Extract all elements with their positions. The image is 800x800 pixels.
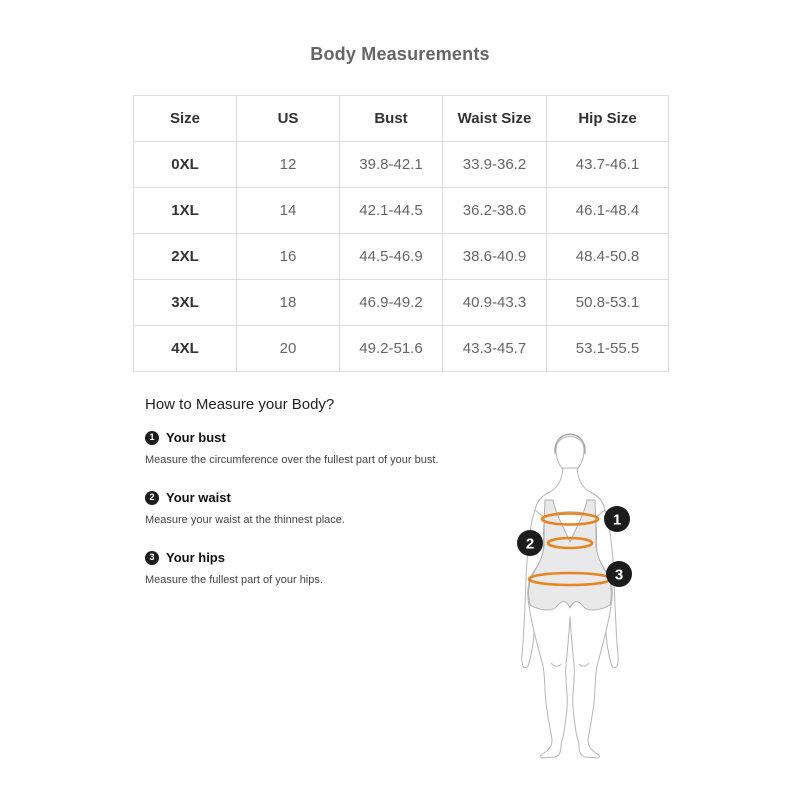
step-1-label: Your bust <box>166 430 226 445</box>
header-bust: Bust <box>340 96 443 142</box>
cell-waist: 36.2-38.6 <box>443 188 547 234</box>
page-title: Body Measurements <box>310 44 490 64</box>
table-row <box>134 326 669 372</box>
table-row <box>134 234 669 280</box>
cell-hip: 46.1-48.4 <box>547 188 669 234</box>
step-2-description: Measure your waist at the thinnest place. <box>145 514 345 526</box>
header-waist: Waist Size <box>443 96 547 142</box>
cell-hip: 43.7-46.1 <box>547 142 669 188</box>
size-table <box>133 95 669 372</box>
header-us: US <box>237 96 340 142</box>
waist-marker <box>517 530 543 556</box>
measure-step-waist <box>145 490 475 526</box>
waist-marker-number: 2 <box>525 535 535 553</box>
bust-marker-number: 1 <box>612 511 622 529</box>
cell-hip: 48.4-50.8 <box>547 234 669 280</box>
step-3-badge: 3 <box>145 551 159 565</box>
cell-size: 4XL <box>134 326 237 372</box>
cell-bust: 44.5-46.9 <box>340 234 443 280</box>
body-figure-illustration <box>495 412 655 762</box>
step-3-label: Your hips <box>166 550 225 565</box>
header-hip: Hip Size <box>547 96 669 142</box>
table-row <box>134 142 669 188</box>
table-header-row <box>134 96 669 142</box>
cell-bust: 42.1-44.5 <box>340 188 443 234</box>
cell-waist: 40.9-43.3 <box>443 280 547 326</box>
cell-us: 16 <box>237 234 340 280</box>
step-2-badge: 2 <box>145 491 159 505</box>
measure-steps <box>145 430 475 610</box>
cell-hip: 50.8-53.1 <box>547 280 669 326</box>
cell-bust: 39.8-42.1 <box>340 142 443 188</box>
body-measurement-figure <box>495 412 655 762</box>
cell-hip: 53.1-55.5 <box>547 326 669 372</box>
table-row <box>134 280 669 326</box>
bust-marker <box>604 506 630 532</box>
cell-waist: 33.9-36.2 <box>443 142 547 188</box>
table-row <box>134 188 669 234</box>
cell-us: 18 <box>237 280 340 326</box>
measure-step-hips <box>145 550 475 586</box>
cell-size: 0XL <box>134 142 237 188</box>
header-size: Size <box>134 96 237 142</box>
cell-waist: 38.6-40.9 <box>443 234 547 280</box>
step-2-label: Your waist <box>166 490 231 505</box>
cell-size: 2XL <box>134 234 237 280</box>
hips-marker <box>606 561 632 587</box>
measure-step-bust <box>145 430 475 466</box>
step-3-description: Measure the fullest part of your hips. <box>145 574 323 586</box>
step-1-badge: 1 <box>145 431 159 445</box>
cell-us: 14 <box>237 188 340 234</box>
cell-waist: 43.3-45.7 <box>443 326 547 372</box>
cell-size: 1XL <box>134 188 237 234</box>
cell-us: 12 <box>237 142 340 188</box>
cell-bust: 46.9-49.2 <box>340 280 443 326</box>
measure-guide-heading: How to Measure your Body? <box>145 396 335 413</box>
cell-bust: 49.2-51.6 <box>340 326 443 372</box>
cell-us: 20 <box>237 326 340 372</box>
step-1-description: Measure the circumference over the fullest part of your bust. <box>145 454 439 466</box>
cell-size: 3XL <box>134 280 237 326</box>
hips-marker-number: 3 <box>614 566 624 584</box>
